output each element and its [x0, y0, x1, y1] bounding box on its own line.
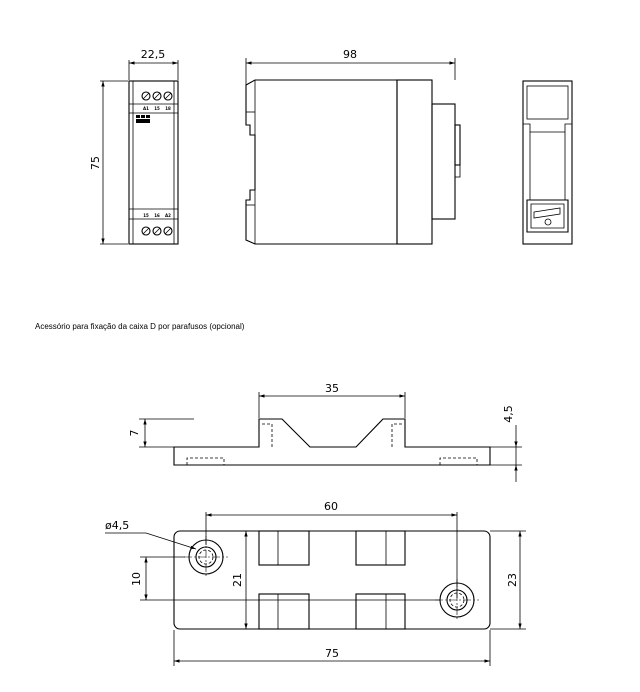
- clip-tab: [259, 594, 309, 629]
- screw-slot: [143, 228, 149, 234]
- hidden-edge: [262, 424, 272, 447]
- accessory-depth-dim-label: 23: [506, 573, 519, 587]
- accessory-top-outline: [174, 531, 490, 629]
- screw-slot: [154, 93, 160, 99]
- accessory-length-dim-label: 60: [324, 500, 338, 513]
- brand-logo: [136, 115, 150, 123]
- accessory-height-dim-label: 7: [128, 429, 141, 437]
- end-view-top-window: [527, 86, 568, 119]
- terminal-label: 16: [154, 213, 160, 218]
- screw-slot: [165, 228, 171, 234]
- screw-slot: [165, 93, 171, 99]
- side-depth-dim-label: 98: [343, 48, 357, 61]
- relay-side-view: [246, 48, 460, 244]
- front-width-dim-label: 22,5: [140, 48, 166, 61]
- clip-tab: [356, 594, 405, 629]
- terminal-label: 15: [143, 213, 149, 218]
- front-panel-side: [397, 80, 432, 244]
- bottom-terminal-screws: [142, 227, 172, 235]
- din-clip: [527, 200, 568, 232]
- clip-tab: [356, 531, 405, 565]
- accessory-top-view: [105, 500, 526, 666]
- front-face-side: [432, 104, 455, 219]
- accessory-side-view: [128, 382, 522, 482]
- accessory-total-length-dim-label: 75: [325, 647, 339, 660]
- top-terminal-screws: [142, 92, 172, 100]
- terminal-label: 18: [165, 106, 171, 111]
- end-view-step: [523, 124, 572, 132]
- front-protrusion: [455, 125, 460, 165]
- accessory-caption: Acessório para fixação da caixa D por parafusos (opcional): [35, 322, 245, 331]
- front-protrusion-lower: [455, 165, 460, 177]
- accessory-hole-spacing-dim-label: 21: [231, 573, 244, 587]
- mounting-hole-right: [435, 579, 479, 621]
- mounting-hole-left: [184, 536, 228, 578]
- screw-slot: [143, 93, 149, 99]
- accessory-width-dim-label: 35: [325, 382, 339, 395]
- accessory-offset-dim-label: 10: [130, 572, 143, 586]
- side-body-outline: [246, 80, 397, 244]
- screw-slot: [154, 228, 160, 234]
- clip-tab: [259, 531, 309, 565]
- hole-leader: [105, 533, 196, 549]
- relay-end-view: [523, 81, 572, 244]
- terminal-label: 15: [154, 106, 160, 111]
- front-height-dim-label: 75: [89, 156, 102, 170]
- terminal-label: A1: [143, 106, 149, 111]
- hole-diameter-label: ø4,5: [105, 519, 130, 532]
- hidden-edge: [392, 424, 402, 447]
- accessory-step-dim-label: 4,5: [502, 405, 515, 423]
- relay-front-view: [89, 48, 178, 244]
- hidden-slot: [440, 458, 477, 465]
- hidden-slot: [187, 458, 224, 465]
- terminal-label: A2: [165, 213, 171, 218]
